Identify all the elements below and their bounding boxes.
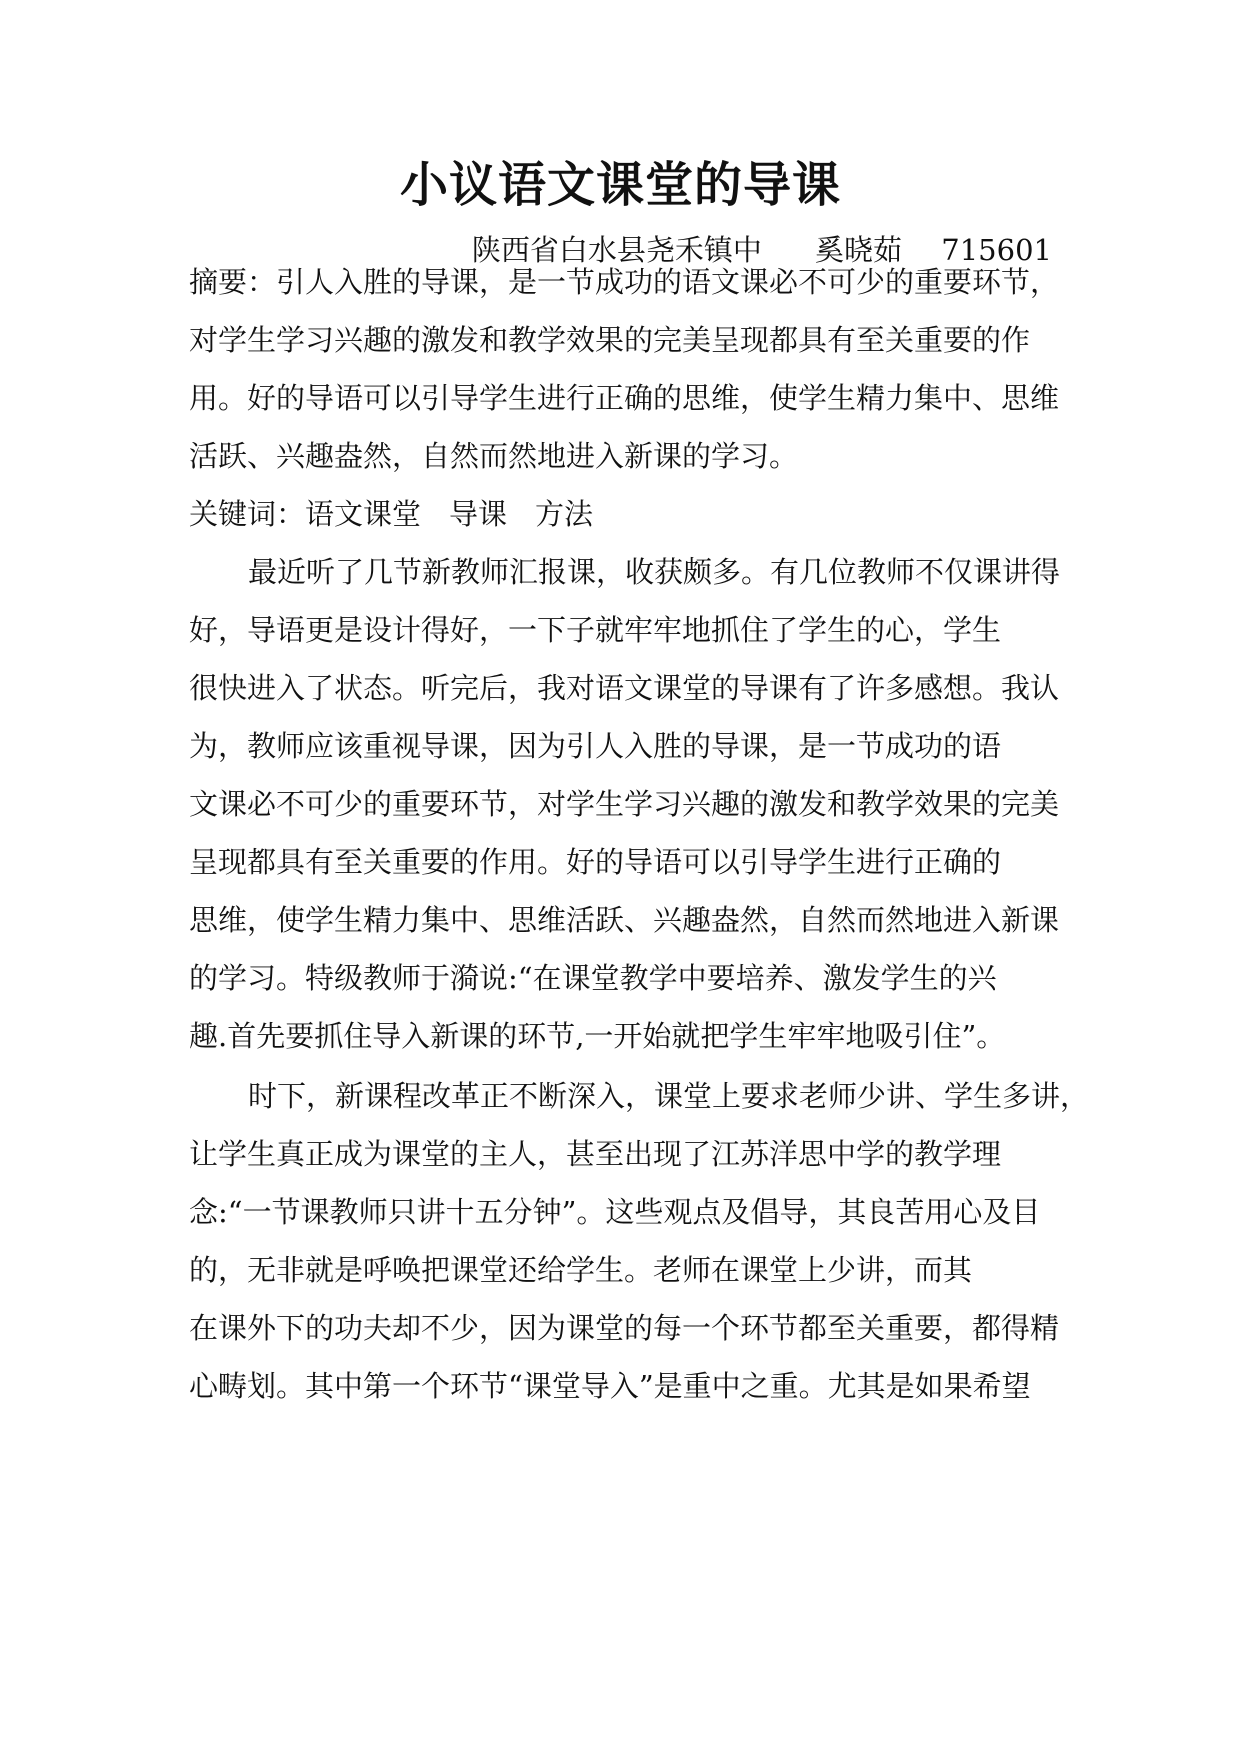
paragraph-line: 时下，新课程改革正不断深入，课堂上要求老师少讲、学生多讲，	[248, 1079, 1090, 1113]
author-organization: 陕西省白水县尧禾镇中	[471, 233, 762, 267]
keyword-item: 语文课堂	[305, 497, 422, 531]
paragraph-line: 思维，使学生精力集中、思维活跃、兴趣盎然，自然而然地进入新课	[189, 903, 1060, 937]
paragraph-line: 文课必不可少的重要环节，对学生学习兴趣的激发和教学效果的完美	[189, 787, 1060, 821]
author-name: 奚晓茹	[815, 233, 903, 267]
abstract-line: 用。好的导语可以引导学生进行正确的思维，使学生精力集中、思维	[189, 381, 1060, 415]
paragraph-line: 呈现都具有至关重要的作用。好的导语可以引导学生进行正确的	[189, 845, 1002, 879]
abstract-line: 活跃、兴趣盎然，自然而然地进入新课的学习。	[189, 439, 799, 473]
paragraph-line: 的学习。特级教师于漪说:“在课堂教学中要培养、激发学生的兴	[189, 961, 997, 995]
paragraph-line: 念:“一节课教师只讲十五分钟”。这些观点及倡导，其良苦用心及目	[189, 1195, 1041, 1229]
keyword-item: 导课	[449, 497, 508, 531]
postal-code: 715601	[941, 233, 1052, 267]
paragraph-line: 的，无非就是呼唤把课堂还给学生。老师在课堂上少讲，而其	[189, 1253, 973, 1287]
paragraph-line: 为，教师应该重视导课，因为引人入胜的导课，是一节成功的语	[189, 729, 1002, 763]
abstract-line: 对学生学习兴趣的激发和教学效果的完美呈现都具有至关重要的作	[189, 323, 1031, 357]
keywords-label: 关键词：	[189, 497, 306, 531]
document-title: 小议语文课堂的导课	[399, 157, 841, 213]
paragraph-line: 趣.首先要抓住导入新课的环节,一开始就把学生牢牢地吸引住”。	[189, 1019, 1006, 1053]
paragraph-line: 在课外下的功夫却不少，因为课堂的每一个环节都至关重要，都得精	[189, 1311, 1060, 1345]
keyword-item: 方法	[535, 497, 594, 531]
paragraph-line: 很快进入了状态。听完后，我对语文课堂的导课有了许多感想。我认	[189, 671, 1060, 705]
paragraph-line: 最近听了几节新教师汇报课，收获颇多。有几位教师不仅课讲得	[248, 555, 1061, 589]
paragraph-line: 好，导语更是设计得好，一下子就牢牢地抓住了学生的心，学生	[189, 613, 1002, 647]
paragraph-line: 让学生真正成为课堂的主人，甚至出现了江苏洋思中学的教学理	[189, 1137, 1002, 1171]
abstract-line: 摘要：引人入胜的导课，是一节成功的语文课必不可少的重要环节，	[189, 265, 1060, 299]
paragraph-line: 心畴划。其中第一个环节“课堂导入”是重中之重。尤其是如果希望	[189, 1369, 1031, 1403]
keywords-line	[189, 492, 593, 536]
